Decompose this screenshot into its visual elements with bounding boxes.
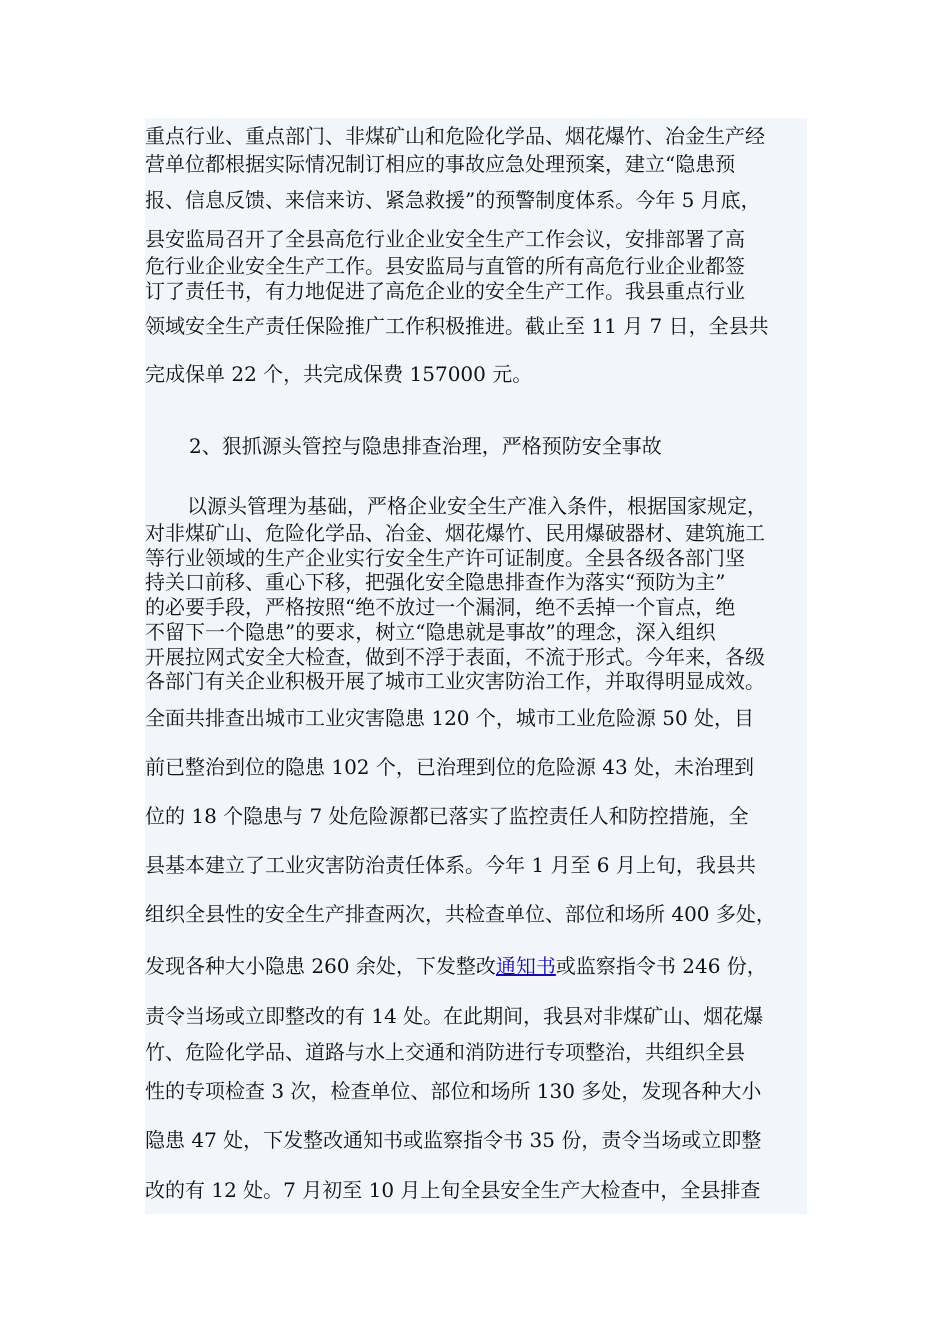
line-text-after-link: 或监察指令书 246 份， [555,954,767,978]
paragraph-line: 各部门有关企业积极开展了城市工业灾害防治工作，并取得明显成效。 [145,669,765,693]
paragraph-line: 责令当场或立即整改的有 14 处。在此期间，我县对非煤矿山、烟花爆 [145,1004,764,1028]
section-heading: 2、狠抓源头管控与隐患排查治理，严格预防安全事故 [189,434,662,458]
paragraph-line: 持关口前移、重心下移，把强化安全隐患排查作为落实“预防为主” [145,570,726,594]
paragraph-line: 等行业领域的生产企业实行安全生产许可证制度。全县各级各部门坚 [145,546,745,570]
paragraph-line: 竹、危险化学品、道路与水上交通和消防进行专项整治，共组织全县 [145,1040,745,1064]
paragraph-line: 完成保单 22 个，共完成保费 157000 元。 [145,362,533,386]
paragraph-line: 的必要手段，严格按照“绝不放过一个漏洞，绝不丢掉一个盲点，绝 [145,595,736,619]
paragraph-line: 性的专项检查 3 次，检查单位、部位和场所 130 多处，发现各种大小 [145,1079,762,1103]
paragraph-line: 营单位都根据实际情况制订相应的事故应急处理预案，建立“隐患预 [145,152,736,176]
paragraph-line: 改的有 12 处。7 月初至 10 月上旬全县安全生产大检查中，全县排查 [145,1178,761,1202]
paragraph-line-with-link [145,954,807,978]
paragraph-line: 全面共排查出城市工业灾害隐患 120 个，城市工业危险源 50 处，目 [145,706,755,730]
paragraph-line: 对非煤矿山、危险化学品、冶金、烟花爆竹、民用爆破器材、建筑施工 [145,521,765,545]
paragraph-line: 组织全县性的安全生产排查两次，共检查单位、部位和场所 400 多处， [145,902,776,926]
paragraph-line: 重点行业、重点部门、非煤矿山和危险化学品、烟花爆竹、冶金生产经 [145,124,765,148]
notice-link[interactable]: 通知书 [495,954,556,978]
paragraph-line: 县基本建立了工业灾害防治责任体系。今年 1 月至 6 月上旬，我县共 [145,853,756,877]
paragraph-line: 开展拉网式安全大检查，做到不浮于表面，不流于形式。今年来，各级 [145,645,765,669]
paragraph-line: 危行业企业安全生产工作。县安监局与直管的所有高危行业企业都签 [145,254,745,278]
paragraph-line: 领域安全生产责任保险推广工作积极推进。截止至 11 月 7 日，全县共 [145,314,769,338]
paragraph-line: 县安监局召开了全县高危行业企业安全生产工作会议，安排部署了高 [145,227,745,251]
paragraph-line: 以源头管理为基础，严格企业安全生产准入条件，根据国家规定， [187,494,767,518]
line-text-before-link: 发现各种大小隐患 260 余处，下发整改 [145,954,496,978]
paragraph-line: 不留下一个隐患”的要求，树立“隐患就是事故”的理念，深入组织 [145,620,716,644]
paragraph-line: 位的 18 个隐患与 7 处危险源都已落实了监控责任人和防控措施，全 [145,804,749,828]
paragraph-line: 隐患 47 处，下发整改通知书或监察指令书 35 份，责令当场或立即整 [145,1128,762,1152]
paragraph-line: 订了责任书，有力地促进了高危企业的安全生产工作。我县重点行业 [145,279,745,303]
paragraph-line: 报、信息反馈、来信来访、紧急救援”的预警制度体系。今年 5 月底， [145,188,761,212]
paragraph-line: 前已整治到位的隐患 102 个，已治理到位的危险源 43 处，未治理到 [145,755,755,779]
